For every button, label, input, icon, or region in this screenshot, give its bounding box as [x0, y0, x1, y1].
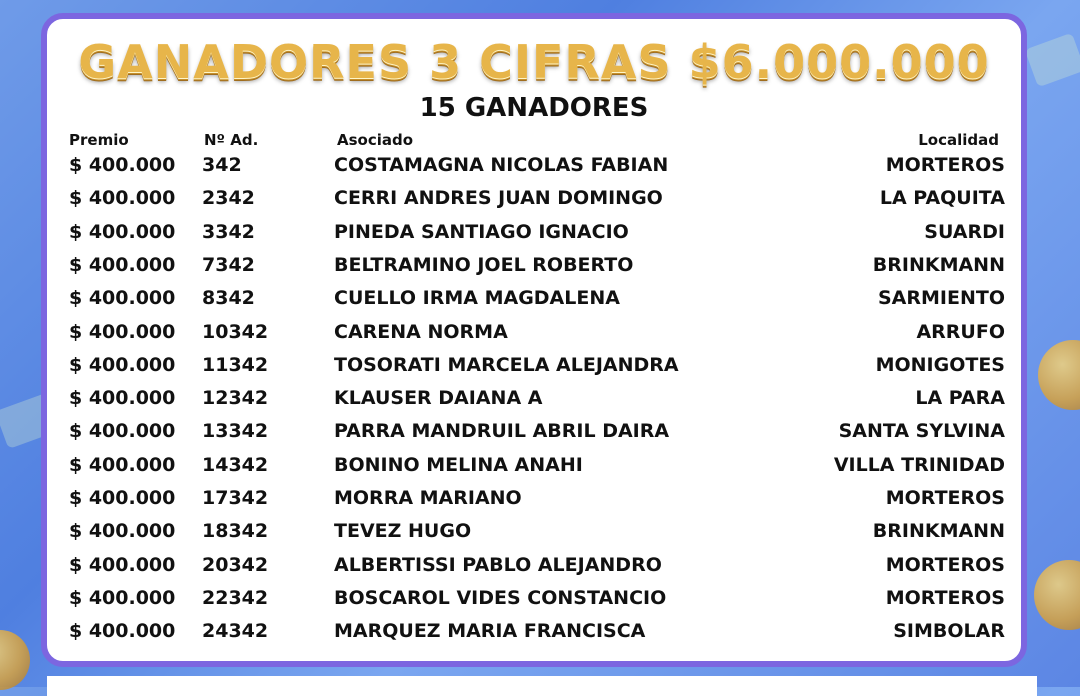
- cell-localidad: SUARDI: [924, 220, 1005, 243]
- cell-localidad: MORTEROS: [885, 154, 1005, 176]
- cell-localidad: MORTEROS: [885, 487, 1005, 509]
- table-row: [47, 187, 1021, 213]
- cell-numero: 22342: [202, 586, 269, 609]
- cell-premio: $ 400.000: [69, 154, 176, 176]
- cell-numero: 3342: [202, 220, 255, 243]
- cell-premio: $ 400.000: [69, 520, 176, 543]
- cell-localidad: LA PAQUITA: [879, 187, 1005, 210]
- header-localidad: Localidad: [918, 131, 999, 149]
- cell-numero: 18342: [202, 520, 269, 543]
- background-coin-decoration: [1034, 560, 1080, 630]
- table-row: [47, 454, 1021, 480]
- table-row: [47, 254, 1021, 280]
- cell-asociado: MARQUEZ MARIA FRANCISCA: [334, 620, 646, 643]
- cell-numero: 12342: [202, 387, 269, 410]
- table-row: [47, 487, 1021, 513]
- cell-premio: $ 400.000: [69, 620, 176, 643]
- cell-numero: 17342: [202, 487, 269, 509]
- cell-asociado: COSTAMAGNA NICOLAS FABIAN: [334, 154, 669, 176]
- background-coin-decoration: [1038, 340, 1080, 410]
- bottom-strip: [47, 676, 1037, 696]
- background-bill-decoration: [1025, 33, 1080, 88]
- cell-premio: $ 400.000: [69, 487, 176, 509]
- table-row: [47, 387, 1021, 413]
- cell-numero: 7342: [202, 253, 255, 276]
- cell-asociado: BONINO MELINA ANAHI: [334, 453, 583, 476]
- cell-localidad: SIMBOLAR: [893, 620, 1005, 643]
- cell-asociado: PINEDA SANTIAGO IGNACIO: [334, 220, 629, 243]
- cell-localidad: VILLA TRINIDAD: [833, 453, 1005, 476]
- cell-numero: 24342: [202, 620, 269, 643]
- winners-count: 15 GANADORES: [419, 93, 649, 123]
- cell-asociado: TOSORATI MARCELA ALEJANDRA: [334, 353, 679, 376]
- page-title: GANADORES 3 CIFRAS $6.000.000: [78, 35, 990, 89]
- cell-localidad: BRINKMANN: [872, 253, 1005, 276]
- cell-numero: 2342: [202, 187, 255, 210]
- cell-premio: $ 400.000: [69, 553, 176, 576]
- cell-asociado: TEVEZ HUGO: [334, 520, 472, 543]
- cell-numero: 20342: [202, 553, 269, 576]
- cell-numero: 14342: [202, 453, 269, 476]
- cell-numero: 342: [202, 154, 242, 176]
- header-premio: Premio: [69, 131, 129, 149]
- cell-localidad: MORTEROS: [885, 553, 1005, 576]
- winners-card: [41, 13, 1027, 667]
- cell-localidad: MONIGOTES: [875, 353, 1005, 376]
- cell-premio: $ 400.000: [69, 287, 176, 310]
- table-row: [47, 587, 1021, 613]
- cell-premio: $ 400.000: [69, 220, 176, 243]
- cell-localidad: LA PARA: [915, 387, 1005, 410]
- cell-asociado: CARENA NORMA: [334, 320, 508, 343]
- cell-localidad: SARMIENTO: [878, 287, 1005, 310]
- cell-asociado: MORRA MARIANO: [334, 487, 522, 509]
- cell-localidad: MORTEROS: [885, 586, 1005, 609]
- cell-premio: $ 400.000: [69, 187, 176, 210]
- table-row: [47, 354, 1021, 380]
- table-row: [47, 554, 1021, 580]
- cell-premio: $ 400.000: [69, 420, 176, 443]
- header-numero: Nº Ad.: [204, 131, 259, 149]
- cell-localidad: BRINKMANN: [872, 520, 1005, 543]
- table-row: [47, 287, 1021, 313]
- cell-numero: 8342: [202, 287, 255, 310]
- table-row: [47, 321, 1021, 347]
- cell-premio: $ 400.000: [69, 453, 176, 476]
- cell-premio: $ 400.000: [69, 353, 176, 376]
- table-row: [47, 221, 1021, 247]
- cell-numero: 11342: [202, 353, 269, 376]
- table-row: [47, 420, 1021, 446]
- cell-asociado: CERRI ANDRES JUAN DOMINGO: [334, 187, 663, 210]
- cell-asociado: ALBERTISSI PABLO ALEJANDRO: [334, 553, 662, 576]
- table-row: [47, 520, 1021, 546]
- cell-premio: $ 400.000: [69, 586, 176, 609]
- cell-localidad: ARRUFO: [916, 320, 1005, 343]
- cell-premio: $ 400.000: [69, 387, 176, 410]
- cell-numero: 13342: [202, 420, 269, 443]
- header-asociado: Asociado: [337, 131, 414, 149]
- cell-asociado: PARRA MANDRUIL ABRIL DAIRA: [334, 420, 670, 443]
- cell-asociado: BELTRAMINO JOEL ROBERTO: [334, 253, 634, 276]
- cell-asociado: CUELLO IRMA MAGDALENA: [334, 287, 620, 310]
- cell-premio: $ 400.000: [69, 320, 176, 343]
- background-coin-decoration: [0, 630, 30, 690]
- cell-asociado: KLAUSER DAIANA A: [334, 387, 543, 410]
- cell-numero: 10342: [202, 320, 269, 343]
- cell-premio: $ 400.000: [69, 253, 176, 276]
- cell-localidad: SANTA SYLVINA: [838, 420, 1005, 443]
- cell-asociado: BOSCAROL VIDES CONSTANCIO: [334, 586, 667, 609]
- table-row: [47, 154, 1021, 180]
- table-row: [47, 620, 1021, 646]
